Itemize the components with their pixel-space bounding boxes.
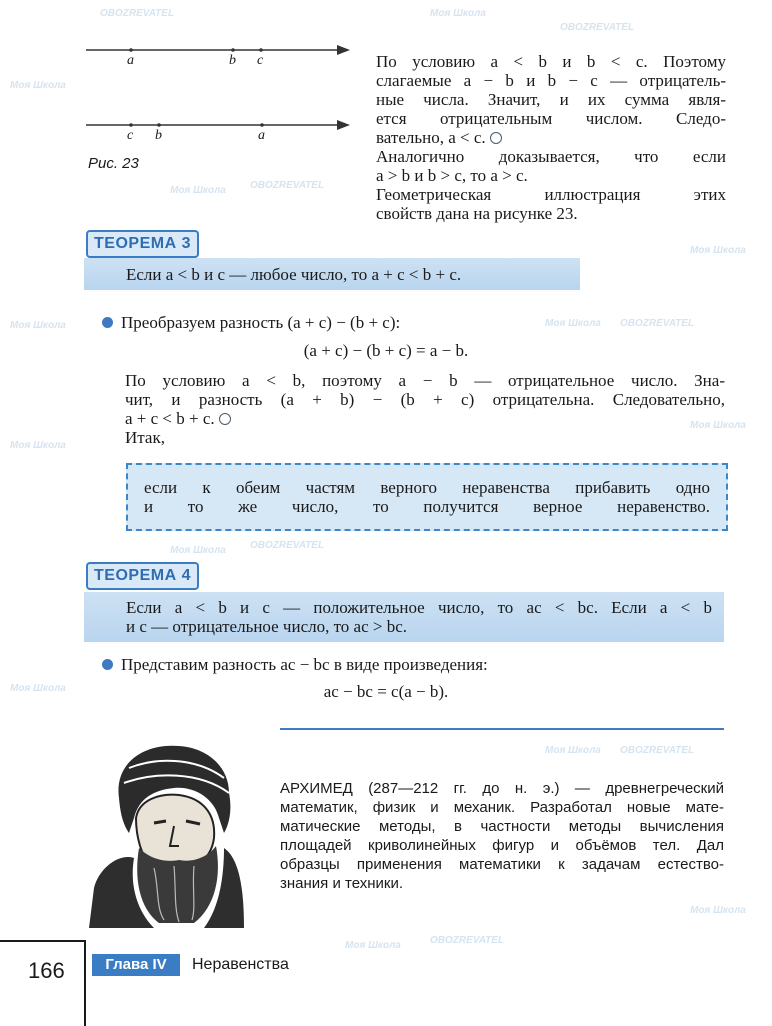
text-line: Аналогично доказывается, что если bbox=[376, 147, 726, 166]
watermark-text: OBOZREVATEL bbox=[620, 318, 695, 329]
point-a-1 bbox=[129, 48, 133, 52]
watermark-text: Моя Школа bbox=[690, 420, 746, 431]
text-line: площадей криволинейных фигур и объёмов тел. Дал bbox=[280, 837, 724, 854]
text-line: По условию a < b и b < c. Поэтому bbox=[376, 52, 726, 71]
watermark-text: Моя Школа bbox=[170, 545, 226, 556]
tick-label: b bbox=[155, 128, 162, 143]
watermark-text: OBOZREVATEL bbox=[250, 180, 325, 191]
point-b-1 bbox=[231, 48, 235, 52]
archimedes-portrait bbox=[84, 738, 254, 928]
text-line: если к обеим частям верного неравенства прибавить одно bbox=[144, 478, 710, 497]
intro-paragraph bbox=[376, 52, 726, 223]
biography-divider bbox=[280, 728, 724, 730]
point-b-2 bbox=[157, 123, 161, 127]
watermark-text: OBOZREVATEL bbox=[430, 935, 505, 946]
proof-4-intro-text: Представим разность ac − bc в виде произведения: bbox=[121, 655, 488, 674]
watermark-text: Моя Школа bbox=[430, 8, 486, 19]
text-line: матические методы, в частности методы вычисления bbox=[280, 818, 724, 835]
text-line: ные числа. Значит, и их сумма явля- bbox=[376, 90, 726, 109]
chapter-badge: Глава IV bbox=[92, 954, 180, 976]
watermark-text: Моя Школа bbox=[545, 318, 601, 329]
proof-3-body bbox=[125, 371, 725, 447]
watermark-text: Моя Школа bbox=[170, 185, 226, 196]
point-c-1 bbox=[259, 48, 263, 52]
text-line-end bbox=[125, 409, 725, 428]
watermark-text: OBOZREVATEL bbox=[620, 745, 695, 756]
watermark-text: OBOZREVATEL bbox=[560, 22, 635, 33]
proof-3-intro-text: Преобразуем разность (a + c) − (b + c): bbox=[121, 313, 401, 332]
text-line: знания и техники. bbox=[280, 875, 403, 892]
tick-label: a bbox=[258, 128, 265, 143]
text-line: ется отрицательным числом. Следо- bbox=[376, 109, 726, 128]
end-of-proof-icon bbox=[219, 413, 231, 425]
text-line: a + c < b + c. bbox=[125, 409, 215, 428]
tick-label: c bbox=[257, 53, 264, 68]
rule-callout bbox=[126, 463, 728, 531]
watermark-text: Моя Школа bbox=[10, 320, 66, 331]
figure-caption: Рис. 23 bbox=[88, 155, 139, 172]
watermark-text: OBOZREVATEL bbox=[250, 540, 325, 551]
chapter-title: Неравенства bbox=[192, 956, 289, 973]
bullet-icon bbox=[102, 659, 113, 670]
portrait-face bbox=[136, 795, 214, 863]
text-line: По условию a < b, поэтому a − b — отрицательное число. Зна- bbox=[125, 371, 725, 390]
text-line: чит, и разность (a + b) − (b + c) отрицательна. Следовательно, bbox=[125, 390, 725, 409]
biography-text bbox=[280, 779, 724, 893]
figure-23-number-lines bbox=[80, 38, 360, 148]
text-line-end bbox=[376, 128, 726, 147]
text-line: a > b и b > c, то a > c. bbox=[376, 166, 528, 185]
rule-callout-text bbox=[144, 478, 710, 516]
watermark-text: Моя Школа bbox=[345, 940, 401, 951]
text-line: математик, физик и механик. Разработал новые мате- bbox=[280, 799, 724, 816]
end-of-proof-icon bbox=[490, 132, 502, 144]
text-line: Если a < b и c — положительное число, то ac < bc. Если a < b bbox=[126, 598, 712, 617]
text-line: свойств дана на рисунке 23. bbox=[376, 204, 578, 223]
watermark-text: Моя Школа bbox=[10, 440, 66, 451]
watermark-text: Моя Школа bbox=[10, 683, 66, 694]
arrowhead-2 bbox=[337, 120, 350, 130]
theorem-3-statement: Если a < b и c — любое число, то a + c < b + c. bbox=[126, 265, 462, 284]
text-line: Итак, bbox=[125, 428, 165, 447]
text-line: образцы применения математики к задачам естество- bbox=[280, 856, 724, 873]
text-line: и c — отрицательное число, то ac > bc. bbox=[126, 617, 408, 636]
bullet-icon bbox=[102, 317, 113, 328]
theorem-4-label: ТЕОРЕМА 4 bbox=[86, 562, 199, 590]
proof-3-formula: (a + c) − (b + c) = a − b. bbox=[303, 341, 469, 360]
proof-4-intro bbox=[102, 655, 488, 674]
proof-3-intro bbox=[102, 313, 400, 332]
watermark-text: OBOZREVATEL bbox=[100, 8, 175, 19]
arrowhead-1 bbox=[337, 45, 350, 55]
watermark-text: Моя Школа bbox=[545, 745, 601, 756]
tick-label: b bbox=[229, 53, 236, 68]
theorem-3-label: ТЕОРЕМА 3 bbox=[86, 230, 199, 258]
proof-4-formula: ac − bc = c(a − b). bbox=[323, 682, 449, 701]
point-a-2 bbox=[260, 123, 264, 127]
point-c-2 bbox=[129, 123, 133, 127]
text-line: вательно, a < c. bbox=[376, 128, 486, 147]
tick-label: a bbox=[127, 53, 134, 68]
tick-label: c bbox=[127, 128, 134, 143]
watermark-text: Моя Школа bbox=[10, 80, 66, 91]
text-line: и то же число, то получится верное неравенство. bbox=[144, 497, 710, 516]
theorem-4-statement bbox=[126, 598, 712, 636]
text-line: АРХИМЕД (287—212 гг. до н. э.) — древнегреческий bbox=[280, 780, 724, 797]
text-line: слагаемые a − b и b − c — отрицатель- bbox=[376, 71, 726, 90]
text-line: Геометрическая иллюстрация этих bbox=[376, 185, 726, 204]
page-number: 166 bbox=[28, 958, 65, 983]
watermark-text: Моя Школа bbox=[690, 245, 746, 256]
watermark-text: Моя Школа bbox=[690, 905, 746, 916]
